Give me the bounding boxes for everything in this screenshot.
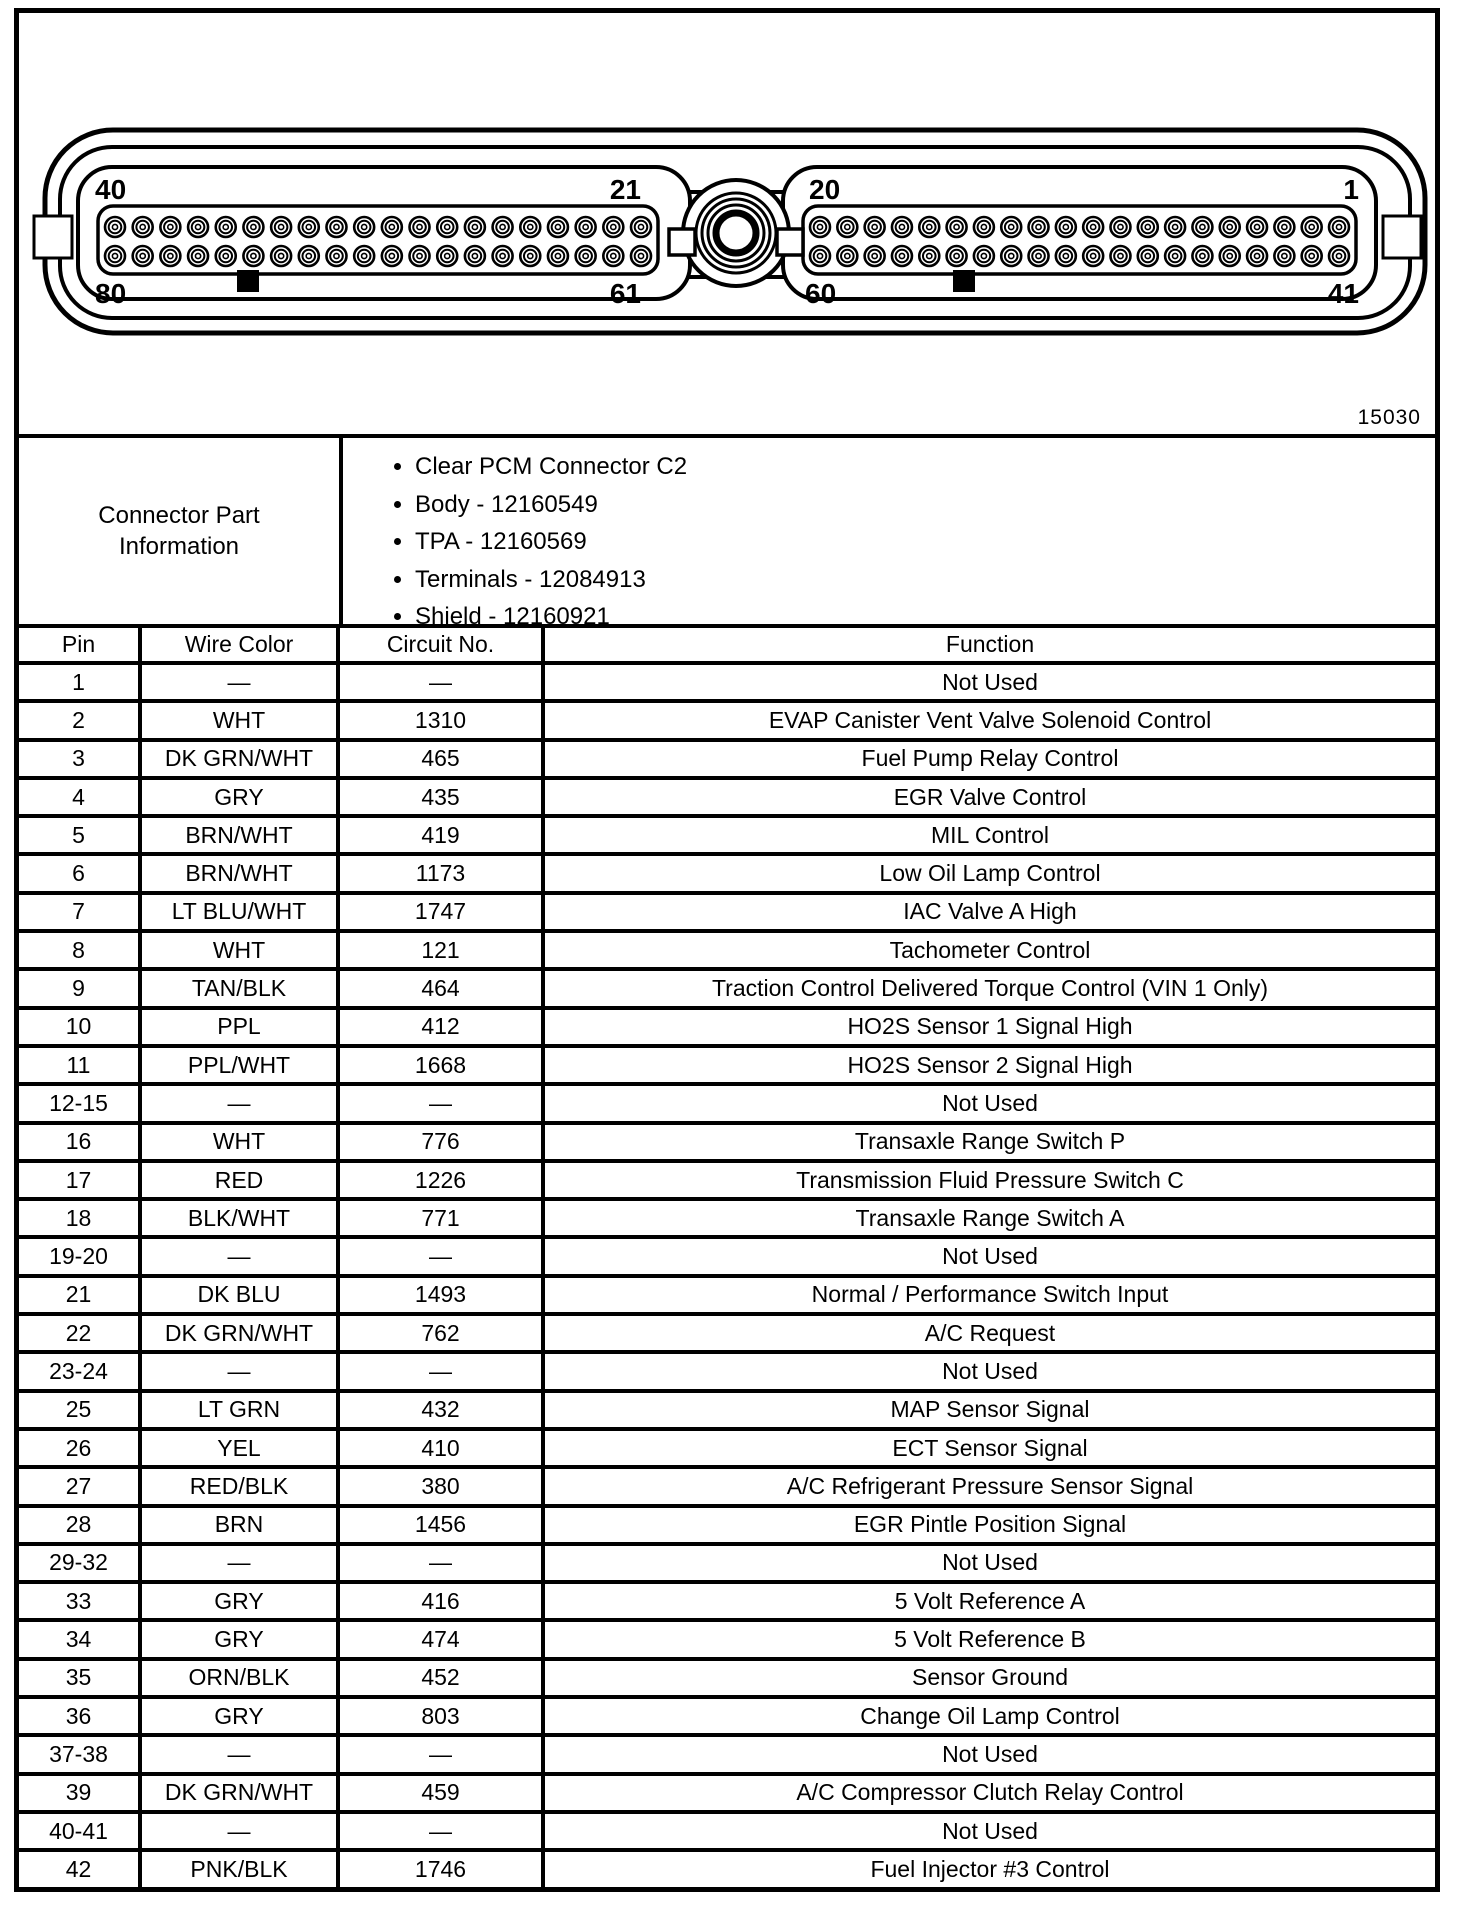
pin-cell: 23-24	[19, 1352, 140, 1390]
function-cell: Normal / Performance Switch Input	[543, 1276, 1435, 1314]
wire-color-cell: LT GRN	[140, 1391, 338, 1429]
function-cell: EGR Valve Control	[543, 778, 1435, 816]
table-row	[19, 1582, 1435, 1620]
pin-cell: 10	[19, 1008, 140, 1046]
circuit-no-cell: —	[338, 1352, 543, 1390]
part-info-item: • Shield - 12160921	[415, 598, 1435, 636]
table-row	[19, 931, 1435, 969]
center-bolt-boss	[683, 180, 789, 286]
wire-color-cell: GRY	[140, 1582, 338, 1620]
wire-color-cell: —	[140, 1735, 338, 1773]
boss-right-tab	[777, 229, 803, 255]
wire-color-cell: RED	[140, 1161, 338, 1199]
connector-part-info-section	[19, 438, 1435, 631]
wire-color-cell: —	[140, 1544, 338, 1582]
wire-color-cell: —	[140, 1084, 338, 1122]
function-cell: Not Used	[543, 1084, 1435, 1122]
table-row	[19, 778, 1435, 816]
pin-20-label: 20	[809, 174, 841, 205]
pin-cell: 17	[19, 1161, 140, 1199]
wire-color-cell: —	[140, 663, 338, 701]
pin-cell: 26	[19, 1429, 140, 1467]
pin-cell: 22	[19, 1314, 140, 1352]
pin-cell: 16	[19, 1123, 140, 1161]
pin-cell: 8	[19, 931, 140, 969]
function-cell: Not Used	[543, 1352, 1435, 1390]
pin-cell: 27	[19, 1467, 140, 1505]
connector-figure	[19, 13, 1435, 438]
circuit-no-cell: 1310	[338, 701, 543, 739]
circuit-no-cell: 410	[338, 1429, 543, 1467]
pin-cell: 7	[19, 893, 140, 931]
table-row	[19, 1506, 1435, 1544]
circuit-no-cell: —	[338, 663, 543, 701]
function-cell: Fuel Pump Relay Control	[543, 740, 1435, 778]
function-cell: Not Used	[543, 1544, 1435, 1582]
manual-page	[14, 8, 1440, 1892]
function-cell: Traction Control Delivered Torque Control (VIN 1 Only)	[543, 969, 1435, 1007]
table-row	[19, 1237, 1435, 1275]
circuit-no-cell: 1493	[338, 1276, 543, 1314]
pin-cell: 36	[19, 1697, 140, 1735]
wire-color-cell: TAN/BLK	[140, 969, 338, 1007]
figure-number: 15030	[1357, 406, 1421, 429]
wire-color-cell: DK BLU	[140, 1276, 338, 1314]
wire-color-cell: WHT	[140, 1123, 338, 1161]
table-row	[19, 1008, 1435, 1046]
function-cell: Change Oil Lamp Control	[543, 1697, 1435, 1735]
circuit-no-cell: 459	[338, 1774, 543, 1812]
pin-cell: 28	[19, 1506, 140, 1544]
table-row	[19, 854, 1435, 892]
table-row	[19, 1774, 1435, 1812]
table-row	[19, 1352, 1435, 1390]
pin-cell: 21	[19, 1276, 140, 1314]
wire-color-cell: LT BLU/WHT	[140, 893, 338, 931]
circuit-no-cell: —	[338, 1084, 543, 1122]
pin-61-label: 61	[609, 278, 641, 309]
table-row	[19, 740, 1435, 778]
table-row	[19, 969, 1435, 1007]
function-cell: Transmission Fluid Pressure Switch C	[543, 1161, 1435, 1199]
table-row	[19, 1046, 1435, 1084]
table-row	[19, 1850, 1435, 1886]
circuit-no-cell: 452	[338, 1659, 543, 1697]
circuit-no-cell: 416	[338, 1582, 543, 1620]
part-info-item: • Clear PCM Connector C2	[415, 448, 1435, 486]
circuit-no-cell: 435	[338, 778, 543, 816]
pin-80-label: 80	[95, 278, 127, 309]
table-row	[19, 1735, 1435, 1773]
circuit-no-cell: 803	[338, 1697, 543, 1735]
table-row	[19, 816, 1435, 854]
wire-color-cell: WHT	[140, 701, 338, 739]
wire-color-cell: GRY	[140, 1620, 338, 1658]
circuit-no-cell: —	[338, 1237, 543, 1275]
function-cell: Sensor Ground	[543, 1659, 1435, 1697]
circuit-no-cell: 1456	[338, 1506, 543, 1544]
circuit-no-cell: —	[338, 1735, 543, 1773]
table-row	[19, 1391, 1435, 1429]
function-cell: A/C Refrigerant Pressure Sensor Signal	[543, 1467, 1435, 1505]
table-row	[19, 1659, 1435, 1697]
circuit-no-cell: 1226	[338, 1161, 543, 1199]
circuit-no-cell: 1746	[338, 1850, 543, 1886]
pinout-table	[19, 628, 1435, 1887]
part-info-label-line2: Information	[118, 533, 240, 560]
wire-color-cell: —	[140, 1352, 338, 1390]
wire-color-cell: YEL	[140, 1429, 338, 1467]
circuit-no-cell: 432	[338, 1391, 543, 1429]
table-row	[19, 1199, 1435, 1237]
function-cell: IAC Valve A High	[543, 893, 1435, 931]
wire-color-cell: PPL/WHT	[140, 1046, 338, 1084]
function-cell: HO2S Sensor 1 Signal High	[543, 1008, 1435, 1046]
wire-color-cell: BRN/WHT	[140, 816, 338, 854]
right-key-notch	[953, 270, 975, 292]
function-cell: ECT Sensor Signal	[543, 1429, 1435, 1467]
pin-41-label: 41	[1327, 278, 1359, 309]
circuit-no-cell: 121	[338, 931, 543, 969]
function-cell: Not Used	[543, 1237, 1435, 1275]
circuit-no-cell: 464	[338, 969, 543, 1007]
function-cell: Transaxle Range Switch P	[543, 1123, 1435, 1161]
pin-cell: 1	[19, 663, 140, 701]
pin-cell: 40-41	[19, 1812, 140, 1850]
left-key-notch	[237, 270, 259, 292]
circuit-no-cell: 412	[338, 1008, 543, 1046]
wire-color-cell: BRN	[140, 1506, 338, 1544]
function-cell: EVAP Canister Vent Valve Solenoid Control	[543, 701, 1435, 739]
function-cell: Tachometer Control	[543, 931, 1435, 969]
table-row	[19, 1314, 1435, 1352]
table-row	[19, 1812, 1435, 1850]
function-cell: Transaxle Range Switch A	[543, 1199, 1435, 1237]
function-cell: Not Used	[543, 1812, 1435, 1850]
boss-left-tab	[669, 229, 695, 255]
function-cell: HO2S Sensor 2 Signal High	[543, 1046, 1435, 1084]
pin-cell: 25	[19, 1391, 140, 1429]
table-row	[19, 1084, 1435, 1122]
circuit-no-cell: —	[338, 1544, 543, 1582]
function-cell: EGR Pintle Position Signal	[543, 1506, 1435, 1544]
column-header-wire-color: Wire Color	[140, 628, 338, 663]
function-cell: 5 Volt Reference A	[543, 1582, 1435, 1620]
pin-cell: 39	[19, 1774, 140, 1812]
pin-cell: 6	[19, 854, 140, 892]
wire-color-cell: PPL	[140, 1008, 338, 1046]
left-lock-tab	[34, 216, 72, 258]
pin-cell: 11	[19, 1046, 140, 1084]
table-row	[19, 1467, 1435, 1505]
circuit-no-cell: 1173	[338, 854, 543, 892]
wire-color-cell: DK GRN/WHT	[140, 1314, 338, 1352]
pin-cell: 19-20	[19, 1237, 140, 1275]
pin-cell: 34	[19, 1620, 140, 1658]
wire-color-cell: —	[140, 1812, 338, 1850]
function-cell: MIL Control	[543, 816, 1435, 854]
pin-cell: 37-38	[19, 1735, 140, 1773]
circuit-no-cell: 771	[338, 1199, 543, 1237]
pin-cell: 42	[19, 1850, 140, 1886]
circuit-no-cell: 1747	[338, 893, 543, 931]
pcm-connector-diagram	[19, 13, 1435, 434]
wire-color-cell: DK GRN/WHT	[140, 740, 338, 778]
circuit-no-cell: 380	[338, 1467, 543, 1505]
wire-color-cell: ORN/BLK	[140, 1659, 338, 1697]
function-cell: Fuel Injector #3 Control	[543, 1850, 1435, 1886]
pin-cell: 5	[19, 816, 140, 854]
function-cell: Low Oil Lamp Control	[543, 854, 1435, 892]
circuit-no-cell: —	[338, 1812, 543, 1850]
pin-cell: 9	[19, 969, 140, 1007]
part-info-item: • TPA - 12160569	[415, 523, 1435, 561]
function-cell: A/C Request	[543, 1314, 1435, 1352]
pin-cell: 12-15	[19, 1084, 140, 1122]
table-row	[19, 1620, 1435, 1658]
part-info-list	[343, 438, 1435, 631]
pin-1-label: 1	[1343, 174, 1359, 205]
table-row	[19, 1276, 1435, 1314]
part-info-item: • Body - 12160549	[415, 486, 1435, 524]
wire-color-cell: BLK/WHT	[140, 1199, 338, 1237]
pin-cell: 4	[19, 778, 140, 816]
function-cell: Not Used	[543, 663, 1435, 701]
part-info-item: • Terminals - 12084913	[415, 561, 1435, 599]
pin-cell: 3	[19, 740, 140, 778]
pin-cell: 29-32	[19, 1544, 140, 1582]
table-row	[19, 893, 1435, 931]
function-cell: A/C Compressor Clutch Relay Control	[543, 1774, 1435, 1812]
column-header-function: Function	[543, 628, 1435, 663]
pin-cell: 33	[19, 1582, 140, 1620]
pin-cell: 35	[19, 1659, 140, 1697]
wire-color-cell: RED/BLK	[140, 1467, 338, 1505]
pin-60-label: 60	[805, 278, 837, 309]
column-header-pin: Pin	[19, 628, 140, 663]
table-row	[19, 1544, 1435, 1582]
function-cell: MAP Sensor Signal	[543, 1391, 1435, 1429]
pin-cell: 18	[19, 1199, 140, 1237]
wire-color-cell: PNK/BLK	[140, 1850, 338, 1886]
right-lock-tab	[1383, 216, 1421, 258]
part-info-label-line1: Connector Part	[98, 502, 260, 529]
wire-color-cell: DK GRN/WHT	[140, 1774, 338, 1812]
function-cell: 5 Volt Reference B	[543, 1620, 1435, 1658]
function-cell: Not Used	[543, 1735, 1435, 1773]
part-info-label	[19, 438, 343, 624]
circuit-no-cell: 1668	[338, 1046, 543, 1084]
circuit-no-cell: 419	[338, 816, 543, 854]
table-row	[19, 1429, 1435, 1467]
wire-color-cell: —	[140, 1237, 338, 1275]
circuit-no-cell: 776	[338, 1123, 543, 1161]
wire-color-cell: BRN/WHT	[140, 854, 338, 892]
table-row	[19, 1697, 1435, 1735]
circuit-no-cell: 762	[338, 1314, 543, 1352]
pin-21-label: 21	[609, 174, 641, 205]
table-row	[19, 663, 1435, 701]
wire-color-cell: GRY	[140, 778, 338, 816]
pin-cell: 2	[19, 701, 140, 739]
pin-40-label: 40	[95, 174, 127, 205]
circuit-no-cell: 474	[338, 1620, 543, 1658]
wire-color-cell: WHT	[140, 931, 338, 969]
column-header-circuit-no: Circuit No.	[338, 628, 543, 663]
circuit-no-cell: 465	[338, 740, 543, 778]
wire-color-cell: GRY	[140, 1697, 338, 1735]
table-row	[19, 1123, 1435, 1161]
table-row	[19, 701, 1435, 739]
table-row	[19, 1161, 1435, 1199]
